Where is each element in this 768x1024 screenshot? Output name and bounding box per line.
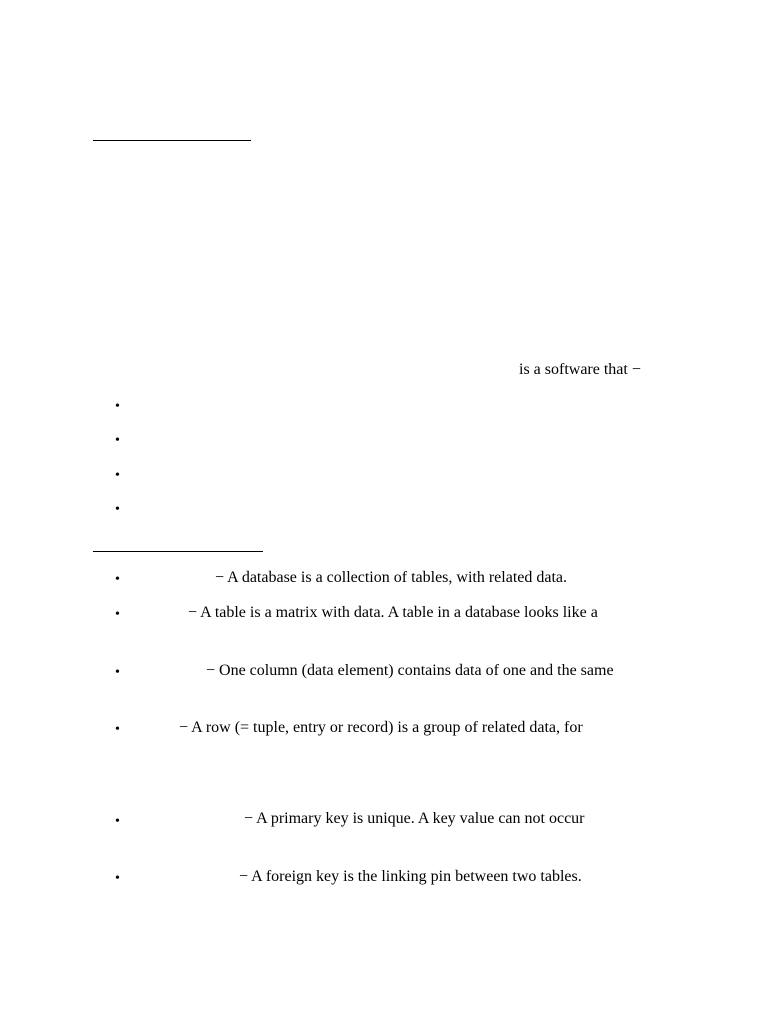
heading-underline <box>93 140 251 141</box>
definition-table: − A table is a matrix with data. A table in a database looks like a <box>188 604 598 621</box>
definition-primary-key: − A primary key is unique. A key value can not occur <box>244 810 585 827</box>
section-heading-underline <box>93 551 263 552</box>
list-bullet: • <box>115 607 120 622</box>
list-bullet: • <box>115 665 120 680</box>
list-bullet: • <box>115 468 120 483</box>
list-bullet: • <box>115 722 120 737</box>
list-bullet: • <box>115 502 120 517</box>
definition-row: − A row (= tuple, entry or record) is a group of related data, for <box>179 719 583 736</box>
list-bullet: • <box>115 572 120 587</box>
dbms-intro-text: is a software that − <box>519 361 641 378</box>
list-bullet: • <box>115 814 120 829</box>
definition-database: − A database is a collection of tables, with related data. <box>215 569 568 586</box>
list-bullet: • <box>115 871 120 886</box>
definition-foreign-key: − A foreign key is the linking pin between two tables. <box>239 868 582 885</box>
definition-column: − One column (data element) contains data of one and the same <box>206 662 614 679</box>
list-bullet: • <box>115 433 120 448</box>
list-bullet: • <box>115 399 120 414</box>
